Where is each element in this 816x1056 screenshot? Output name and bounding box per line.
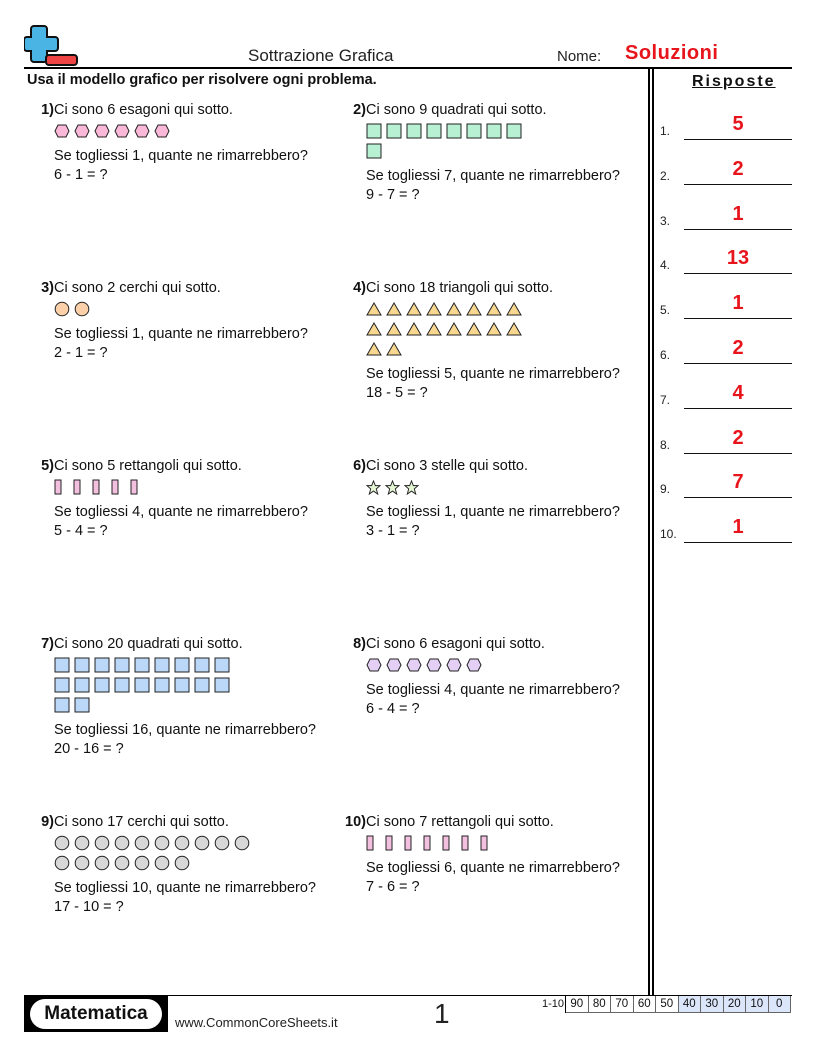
header-rule	[24, 67, 792, 69]
answer-row	[660, 424, 792, 454]
answer-row	[660, 379, 792, 409]
problem-number: 9)	[41, 814, 54, 830]
star-icon	[385, 480, 400, 495]
problem-equation: 6 - 1 = ?	[54, 167, 108, 183]
shape-model	[54, 655, 328, 715]
square-icon	[446, 123, 462, 139]
triangle-icon	[366, 322, 382, 336]
problem-4	[340, 279, 640, 403]
problem-equation: 3 - 1 = ?	[366, 523, 420, 539]
square-icon	[74, 697, 90, 713]
problem-statement: Ci sono 2 cerchi qui sotto.	[54, 280, 221, 296]
problem-number: 8)	[353, 636, 366, 652]
shape-row	[366, 299, 640, 319]
score-cell: 90	[566, 996, 589, 1013]
problem-question: Se togliessi 10, quante ne rimarrebbero?	[54, 880, 316, 896]
problem-question: Se togliessi 4, quante ne rimarrebbero?	[54, 504, 308, 520]
shape-row	[54, 833, 328, 853]
answer-number: 5.	[660, 303, 671, 318]
triangle-icon	[366, 342, 382, 356]
triangle-icon	[506, 322, 522, 336]
shape-row	[366, 121, 640, 141]
square-icon	[214, 657, 230, 673]
page-number: 1	[434, 998, 450, 1029]
answer-row	[660, 244, 792, 274]
hexagon-icon	[386, 658, 402, 672]
square-icon	[74, 677, 90, 693]
problem-1	[28, 101, 328, 185]
shape-model	[366, 655, 640, 675]
hexagon-icon	[406, 658, 422, 672]
worksheet-title: Sottrazione Grafica	[248, 46, 394, 65]
problem-number: 5)	[41, 458, 54, 474]
problem-2	[340, 101, 640, 205]
square-icon	[194, 677, 210, 693]
rectangle-icon	[92, 479, 100, 495]
problem-equation: 20 - 16 = ?	[54, 741, 124, 757]
name-label: Nome:	[557, 48, 602, 65]
triangle-icon	[466, 322, 482, 336]
triangle-icon	[466, 302, 482, 316]
problem-5	[28, 457, 328, 541]
shape-row	[366, 141, 640, 161]
circle-icon	[214, 835, 230, 851]
circle-icon	[74, 301, 90, 317]
square-icon	[426, 123, 442, 139]
answer-value[interactable]: 4	[732, 381, 744, 404]
answer-value[interactable]: 2	[732, 337, 744, 359]
answer-row	[660, 334, 792, 364]
triangle-icon	[386, 302, 402, 316]
square-icon	[154, 677, 170, 693]
shape-row	[54, 853, 328, 873]
problem-statement: Ci sono 3 stelle qui sotto.	[366, 458, 529, 474]
problem-3	[28, 279, 328, 363]
triangle-icon	[446, 322, 462, 336]
problem-6	[340, 457, 640, 541]
problem-statement: Ci sono 5 rettangoli qui sotto.	[54, 458, 242, 474]
footer-url: www.CommonCoreSheets.it	[175, 1015, 338, 1030]
answer-number: 8.	[660, 437, 671, 452]
answer-line	[684, 497, 792, 498]
instructions: Usa il modello grafico per risolvere ogni problema.	[27, 72, 377, 88]
square-icon	[366, 123, 382, 139]
circle-icon	[134, 835, 150, 851]
shape-model	[54, 477, 328, 497]
shape-row	[54, 299, 328, 319]
answer-row	[660, 200, 792, 230]
square-icon	[174, 677, 190, 693]
rectangle-icon	[423, 835, 431, 851]
shape-model	[366, 299, 640, 359]
problem-7	[28, 635, 328, 759]
square-icon	[134, 677, 150, 693]
problem-equation: 7 - 6 = ?	[366, 879, 420, 895]
answer-number: 7.	[660, 392, 671, 407]
answer-line	[684, 363, 792, 364]
problem-equation: 9 - 7 = ?	[366, 187, 420, 203]
problem-statement: Ci sono 6 esagoni qui sotto.	[54, 102, 233, 118]
triangle-icon	[426, 322, 442, 336]
score-cell: 0	[769, 996, 792, 1013]
problem-equation: 18 - 5 = ?	[366, 385, 428, 401]
triangle-icon	[446, 302, 462, 316]
square-icon	[486, 123, 502, 139]
circle-icon	[94, 855, 110, 871]
rectangle-icon	[130, 479, 138, 495]
problem-statement: Ci sono 6 esagoni qui sotto.	[366, 636, 545, 652]
answer-line	[684, 408, 792, 409]
circle-icon	[234, 835, 250, 851]
hexagon-icon	[154, 124, 170, 138]
answer-value[interactable]: 2	[732, 426, 744, 449]
shape-row	[366, 339, 640, 359]
problem-number: 10)	[345, 814, 366, 830]
triangle-icon	[386, 342, 402, 356]
problem-9	[28, 813, 328, 917]
problem-number: 6)	[353, 458, 366, 474]
circle-icon	[114, 855, 130, 871]
shape-row	[54, 675, 328, 695]
rectangle-icon	[442, 835, 450, 851]
circle-icon	[74, 835, 90, 851]
answer-value[interactable]: 1	[732, 202, 744, 225]
circle-icon	[174, 835, 190, 851]
circle-icon	[74, 855, 90, 871]
square-icon	[94, 677, 110, 693]
plus-minus-logo-icon	[24, 24, 80, 68]
shape-row	[54, 695, 328, 715]
answer-value[interactable]: 5	[732, 113, 744, 135]
circle-icon	[54, 835, 70, 851]
problem-equation: 5 - 4 = ?	[54, 523, 108, 539]
score-cell: 50	[656, 996, 679, 1013]
rectangle-icon	[54, 479, 62, 495]
score-cell: 30	[701, 996, 724, 1013]
triangle-icon	[406, 302, 422, 316]
shape-row	[366, 477, 640, 497]
score-cell: 70	[611, 996, 634, 1013]
square-icon	[214, 677, 230, 693]
square-icon	[54, 657, 70, 673]
hexagon-icon	[366, 658, 382, 672]
square-icon	[134, 657, 150, 673]
square-icon	[94, 657, 110, 673]
problem-question: Se togliessi 6, quante ne rimarrebbero?	[366, 860, 620, 876]
shape-model	[366, 833, 648, 853]
answer-row	[660, 468, 792, 498]
answer-row	[660, 289, 792, 319]
answer-line	[684, 184, 792, 185]
triangle-icon	[486, 322, 502, 336]
circle-icon	[94, 835, 110, 851]
answers-title: Risposte	[692, 73, 776, 90]
square-icon	[114, 677, 130, 693]
triangle-icon	[366, 302, 382, 316]
answer-line	[684, 273, 792, 274]
shape-row	[54, 121, 328, 141]
answer-line	[684, 139, 792, 140]
answer-line	[684, 229, 792, 230]
hexagon-icon	[94, 124, 110, 138]
problem-equation: 2 - 1 = ?	[54, 345, 108, 361]
shape-model	[54, 299, 328, 319]
answer-number: 3.	[660, 213, 671, 228]
answer-value[interactable]: 2	[732, 157, 744, 180]
problem-number: 3)	[41, 280, 54, 296]
rectangle-icon	[366, 835, 374, 851]
rectangle-icon	[404, 835, 412, 851]
answer-number: 4.	[660, 258, 671, 273]
hexagon-icon	[54, 124, 70, 138]
score-label: 1-10	[541, 998, 564, 1010]
hexagon-icon	[134, 124, 150, 138]
square-icon	[74, 657, 90, 673]
answer-number: 9.	[660, 482, 671, 497]
star-icon	[404, 480, 419, 495]
square-icon	[114, 657, 130, 673]
problem-10	[332, 813, 648, 897]
square-icon	[154, 657, 170, 673]
star-icon	[366, 480, 381, 495]
problem-statement: Ci sono 7 rettangoli qui sotto.	[366, 814, 554, 830]
score-cell: 80	[589, 996, 612, 1013]
name-value: Soluzioni	[625, 42, 719, 64]
circle-icon	[114, 835, 130, 851]
problem-equation: 6 - 4 = ?	[366, 701, 420, 717]
hexagon-icon	[446, 658, 462, 672]
score-table	[565, 996, 791, 1013]
triangle-icon	[406, 322, 422, 336]
hexagon-icon	[426, 658, 442, 672]
answer-row	[660, 155, 792, 185]
rectangle-icon	[111, 479, 119, 495]
triangle-icon	[506, 302, 522, 316]
answer-value[interactable]: 13	[726, 247, 750, 270]
square-icon	[54, 697, 70, 713]
problem-question: Se togliessi 4, quante ne rimarrebbero?	[366, 682, 620, 698]
square-icon	[194, 657, 210, 673]
shape-model	[366, 121, 640, 161]
rectangle-icon	[480, 835, 488, 851]
shape-model	[54, 121, 328, 141]
answer-number: 1.	[660, 124, 671, 138]
score-cell: 20	[724, 996, 747, 1013]
answer-number: 2.	[660, 168, 671, 183]
problem-8	[340, 635, 640, 719]
answer-line	[684, 542, 792, 543]
hexagon-icon	[114, 124, 130, 138]
square-icon	[174, 657, 190, 673]
triangle-icon	[426, 302, 442, 316]
shape-row	[366, 319, 640, 339]
answer-value[interactable]: 1	[732, 292, 744, 315]
rectangle-icon	[385, 835, 393, 851]
shape-row	[54, 655, 328, 675]
problem-statement: Ci sono 18 triangoli qui sotto.	[366, 280, 553, 296]
problem-question: Se togliessi 1, quante ne rimarrebbero?	[54, 148, 308, 164]
problem-number: 7)	[41, 636, 54, 652]
answer-row	[660, 513, 792, 543]
square-icon	[506, 123, 522, 139]
answer-line	[684, 318, 792, 319]
problem-question: Se togliessi 1, quante ne rimarrebbero?	[54, 326, 308, 342]
answer-number: 6.	[660, 348, 671, 362]
circle-icon	[154, 835, 170, 851]
triangle-icon	[386, 322, 402, 336]
hexagon-icon	[466, 658, 482, 672]
problem-statement: Ci sono 9 quadrati qui sotto.	[366, 102, 547, 118]
circle-icon	[194, 835, 210, 851]
score-cell: 60	[634, 996, 657, 1013]
rectangle-icon	[73, 479, 81, 495]
answer-line	[684, 453, 792, 454]
square-icon	[386, 123, 402, 139]
circle-icon	[54, 301, 70, 317]
problem-question: Se togliessi 5, quante ne rimarrebbero?	[366, 366, 620, 382]
footer-brand: Matematica	[30, 999, 162, 1029]
answer-number: 10.	[660, 527, 677, 542]
shape-row	[366, 655, 640, 675]
circle-icon	[134, 855, 150, 871]
circle-icon	[174, 855, 190, 871]
score-cell: 10	[746, 996, 769, 1013]
shape-row	[366, 833, 648, 853]
problem-question: Se togliessi 1, quante ne rimarrebbero?	[366, 504, 620, 520]
circle-icon	[54, 855, 70, 871]
problem-equation: 17 - 10 = ?	[54, 899, 124, 915]
square-icon	[406, 123, 422, 139]
hexagon-icon	[74, 124, 90, 138]
answer-row	[660, 110, 792, 140]
triangle-icon	[486, 302, 502, 316]
rectangle-icon	[461, 835, 469, 851]
square-icon	[366, 143, 382, 159]
score-cell: 40	[679, 996, 702, 1013]
square-icon	[466, 123, 482, 139]
problem-number: 1)	[41, 102, 54, 118]
answer-column-divider	[648, 69, 654, 995]
answer-value[interactable]: 7	[732, 471, 744, 494]
square-icon	[54, 677, 70, 693]
problem-statement: Ci sono 20 quadrati qui sotto.	[54, 636, 243, 652]
shape-row	[54, 477, 328, 497]
shape-model	[366, 477, 640, 497]
problem-number: 2)	[353, 102, 366, 118]
problem-statement: Ci sono 17 cerchi qui sotto.	[54, 814, 229, 830]
circle-icon	[154, 855, 170, 871]
shape-model	[54, 833, 328, 873]
problem-question: Se togliessi 7, quante ne rimarrebbero?	[366, 168, 620, 184]
problem-number: 4)	[353, 280, 366, 296]
problem-question: Se togliessi 16, quante ne rimarrebbero?	[54, 722, 316, 738]
answer-value[interactable]: 1	[732, 516, 744, 539]
